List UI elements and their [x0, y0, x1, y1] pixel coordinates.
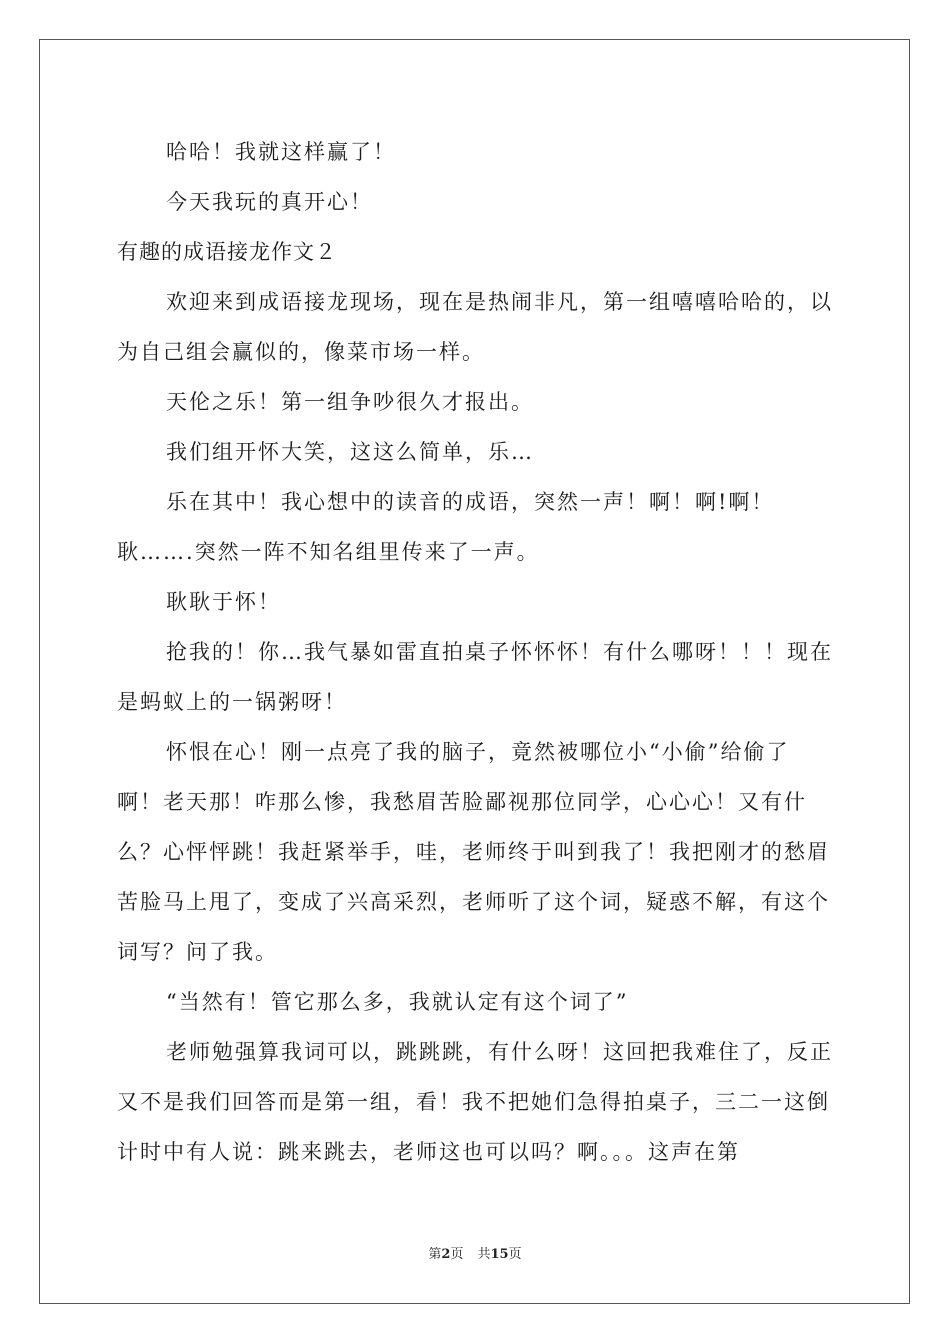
paragraph: 抢我的！你…我气暴如雷直拍桌子怀怀怀！有什么哪呀！！！现在是蚂蚁上的一锅粥呀！ [117, 640, 833, 714]
paragraph: 欢迎来到成语接龙现场，现在是热闹非凡，第一组嘻嘻哈哈的，以为自己组会赢似的，像菜市场一样。 [117, 290, 833, 364]
paragraph: 怀恨在心！刚一点亮了我的脑子，竟然被哪位小“小偷”给偷了啊！老天那！咋那么惨，我愁眉苦脸鄙视那位同学，心心心！又有什么？心怦怦跳！我赶紧举手，哇，老师终于叫到我了！我把刚才的愁眉苦脸马上甩了，变成了兴高采烈，老师听了这个词，疑惑不解，有这个词写？问了我。 [117, 740, 830, 964]
section-heading: 有趣的成语接龙作文２ [117, 240, 337, 264]
paragraph: 老师勉强算我词可以，跳跳跳，有什么呀！这回把我难住了，反正又不是我们回答而是第一组，看！我不把她们急得拍桌子，三二一这倒计时中有人说：跳来跳去，老师这也可以吗？啊。。。这声在第 [117, 1040, 833, 1164]
quote-paragraph: “当然有！管它那么多，我就认定有这个词了” [166, 990, 629, 1014]
paragraph: 耿耿于怀！ [166, 590, 281, 614]
page-footer [0, 1246, 950, 1264]
paragraph: 天伦之乐！第一组争吵很久才报出。 [166, 390, 534, 414]
page-prefix: 第 [428, 1247, 442, 1262]
document-body [117, 127, 835, 1177]
page-suffix: 页 [450, 1247, 464, 1262]
total-suffix: 页 [508, 1247, 522, 1262]
paragraph: 哈哈！我就这样赢了！ [166, 140, 396, 164]
page-number: 2 [441, 1247, 451, 1262]
paragraph: 今天我玩的真开心！ [166, 190, 373, 214]
paragraph: 我们组开怀大笑，这这么简单，乐… [166, 440, 534, 464]
paragraph: 乐在其中！我心想中的读音的成语，突然一声！啊！啊!啊！耿…….突然一阵不知名组里传来了一声。 [117, 490, 775, 564]
total-pages: 15 [490, 1247, 509, 1262]
total-prefix: 共 [477, 1247, 491, 1262]
